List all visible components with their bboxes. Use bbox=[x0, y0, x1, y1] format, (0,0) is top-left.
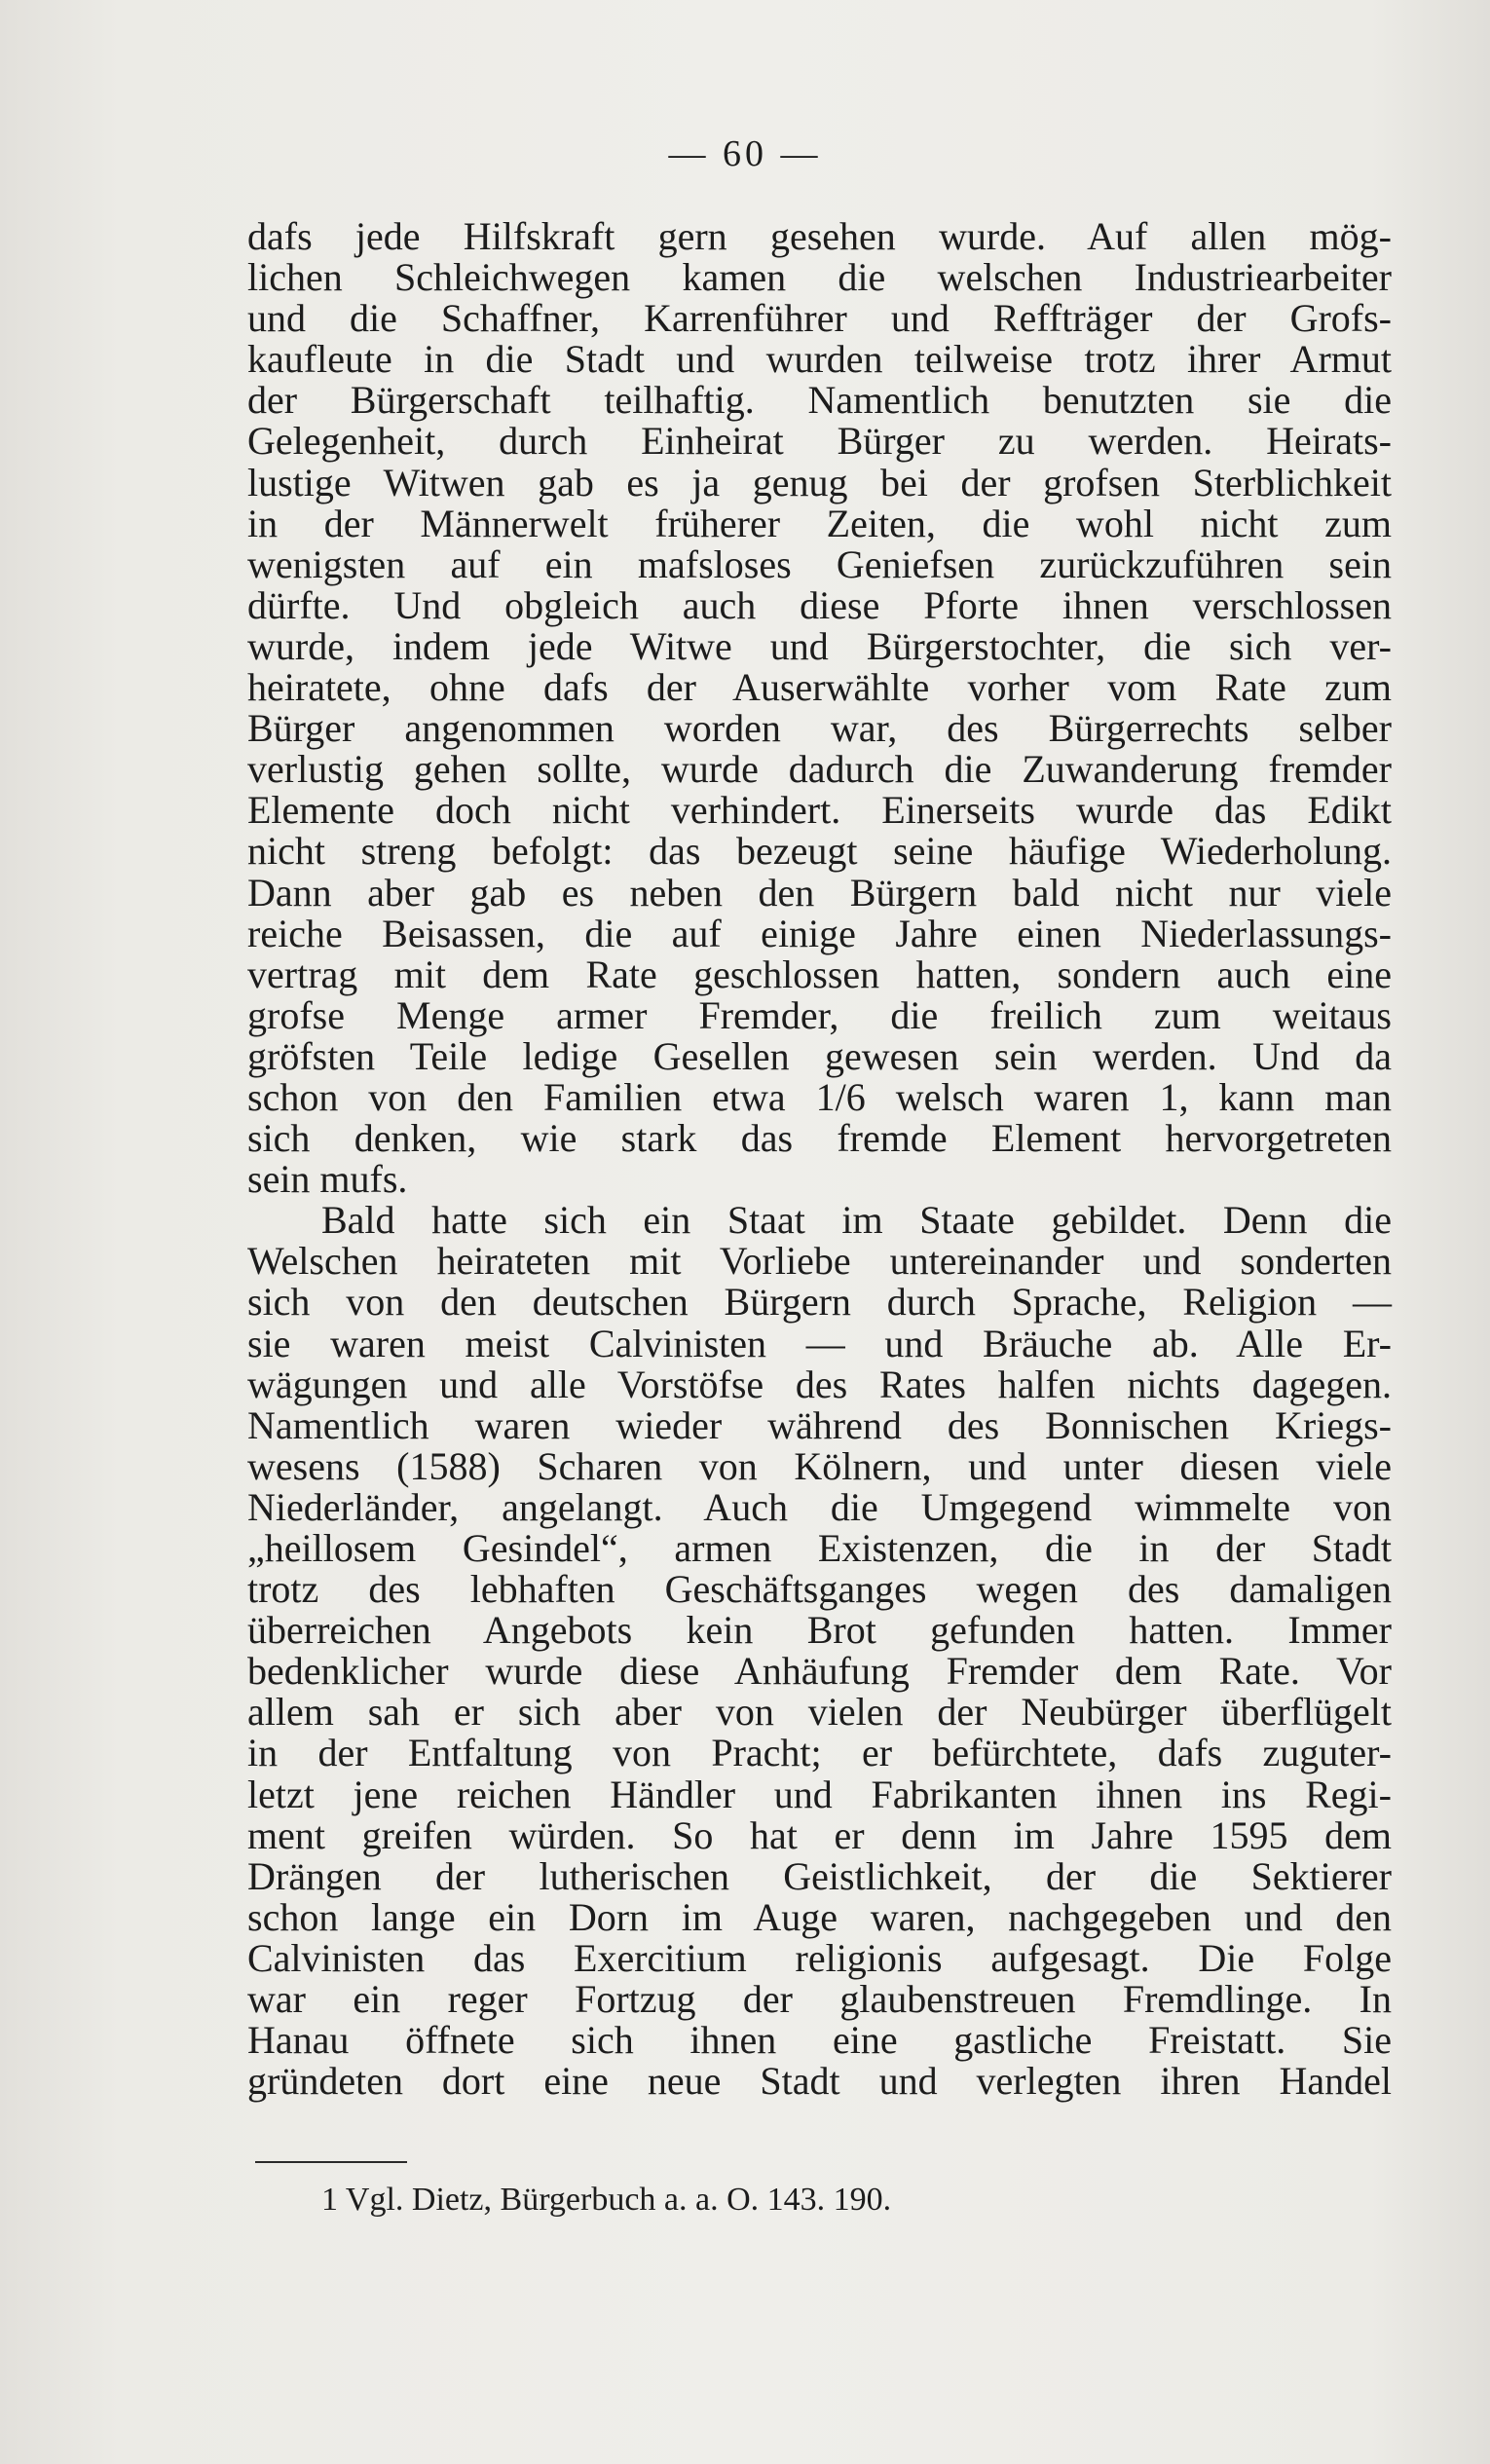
text-line: bedenklicher wurde diese Anhäufung Fremder dem Rate. Vor bbox=[247, 1649, 1392, 1694]
text-line: reiche Beisassen, die auf einige Jahre einen Niederlassungs- bbox=[247, 911, 1392, 955]
text-line: Dann aber gab es neben den Bürgern bald nicht nur viele bbox=[247, 870, 1392, 915]
text-line: und die Schaffner, Karrenführer und Reffträger der Grofs- bbox=[247, 296, 1392, 341]
text-line: Drängen der lutherischen Geistlichkeit, der die Sektierer bbox=[247, 1853, 1392, 1898]
text-line: der Bürgerschaft teilhaftig. Namentlich benutzten sie die bbox=[247, 378, 1392, 423]
text-line: Bürger angenommen worden war, des Bürgerrechts selber bbox=[247, 706, 1392, 751]
text-line: ment greifen würden. So hat er denn im Jahre 1595 dem bbox=[247, 1812, 1392, 1857]
text-line: allem sah er sich aber von vielen der Neubürger überflügelt bbox=[247, 1690, 1392, 1735]
text-line: Bald hatte sich ein Staat im Staate gebildet. Denn die bbox=[321, 1198, 1392, 1243]
text-line: in der Männerwelt früherer Zeiten, die wohl nicht zum bbox=[247, 501, 1392, 545]
text-line: gründeten dort eine neue Stadt und verlegten ihren Handel bbox=[247, 2059, 1392, 2104]
text-line: sich von den deutschen Bürgern durch Sprache, Religion — bbox=[247, 1280, 1392, 1325]
text-line: Welschen heirateten mit Vorliebe untereinander und sonderten bbox=[247, 1239, 1392, 1284]
text-line: dürfte. Und obgleich auch diese Pforte ihnen verschlossen bbox=[247, 582, 1392, 627]
text-line: sein mufs. bbox=[247, 1157, 408, 1202]
text-line: Niederländer, angelangt. Auch die Umgegend wimmelte von bbox=[247, 1484, 1392, 1529]
body-text bbox=[247, 216, 1392, 2102]
text-line: überreichen Angebots kein Brot gefunden hatten. Immer bbox=[247, 1608, 1392, 1653]
text-line: Namentlich waren wieder während des Bonnischen Kriegs- bbox=[247, 1402, 1392, 1447]
text-line: „heillosem Gesindel“, armen Existenzen, die in der Stadt bbox=[247, 1526, 1392, 1570]
text-line: dafs jede Hilfskraft gern gesehen wurde. Auf allen mög- bbox=[247, 214, 1392, 258]
text-line: Gelegenheit, durch Einheirat Bürger zu werden. Heirats- bbox=[247, 419, 1392, 464]
text-line: Hanau öffnete sich ihnen eine gastliche Freistatt. Sie bbox=[247, 2018, 1392, 2063]
text-line: schon von den Familien etwa 1/6 welsch waren 1, kann man bbox=[247, 1074, 1392, 1119]
text-line: vertrag mit dem Rate geschlossen hatten, sondern auch eine bbox=[247, 952, 1392, 996]
text-line: gröfsten Teile ledige Gesellen gewesen sein werden. Und da bbox=[247, 1033, 1392, 1078]
text-line: trotz des lebhaften Geschäftsganges wegen des damaligen bbox=[247, 1567, 1392, 1612]
text-line: Elemente doch nicht verhindert. Einerseits wurde das Edikt bbox=[247, 788, 1392, 833]
text-line: in der Entfaltung von Pracht; er befürchtete, dafs zuguter- bbox=[247, 1731, 1392, 1775]
text-line: wägungen und alle Vorstöfse des Rates halfen nichts dagegen. bbox=[247, 1362, 1392, 1406]
text-line: lichen Schleichwegen kamen die welschen Industriearbeiter bbox=[247, 255, 1392, 300]
text-line: verlustig gehen sollte, wurde dadurch die Zuwanderung fremder bbox=[247, 747, 1392, 792]
text-line: war ein reger Fortzug der glaubenstreuen Fremdlinge. In bbox=[247, 1977, 1392, 2022]
text-line: schon lange ein Dorn im Auge waren, nachgegeben und den bbox=[247, 1894, 1392, 1939]
footnote: 1 Vgl. Dietz, Bürgerbuch a. a. O. 143. 190. bbox=[321, 2182, 892, 2218]
text-line: grofse Menge armer Fremder, die freilich zum weitaus bbox=[247, 992, 1392, 1037]
text-line: wenigsten auf ein mafsloses Geniefsen zurückzuführen sein bbox=[247, 541, 1392, 586]
text-line: sie waren meist Calvinisten — und Bräuche ab. Alle Er- bbox=[247, 1321, 1392, 1365]
text-line: sich denken, wie stark das fremde Element hervorgetreten bbox=[247, 1116, 1392, 1161]
page-number: — 60 — bbox=[668, 133, 822, 174]
footnote-rule bbox=[255, 2161, 407, 2163]
text-line: heiratete, ohne dafs der Auserwählte vorher vom Rate zum bbox=[247, 665, 1392, 710]
text-line: wurde, indem jede Witwe und Bürgerstochter, die sich ver- bbox=[247, 623, 1392, 668]
text-line: letzt jene reichen Händler und Fabrikanten ihnen ins Regi- bbox=[247, 1772, 1392, 1816]
text-line: lustige Witwen gab es ja genug bei der grofsen Sterblichkeit bbox=[247, 460, 1392, 504]
text-line: Calvinisten das Exercitium religionis aufgesagt. Die Folge bbox=[247, 1935, 1392, 1980]
text-line: kaufleute in die Stadt und wurden teilweise trotz ihrer Armut bbox=[247, 337, 1392, 382]
text-line: nicht streng befolgt: das bezeugt seine häufige Wiederholung. bbox=[247, 829, 1392, 874]
text-line: wesens (1588) Scharen von Kölnern, und unter diesen viele bbox=[247, 1443, 1392, 1488]
